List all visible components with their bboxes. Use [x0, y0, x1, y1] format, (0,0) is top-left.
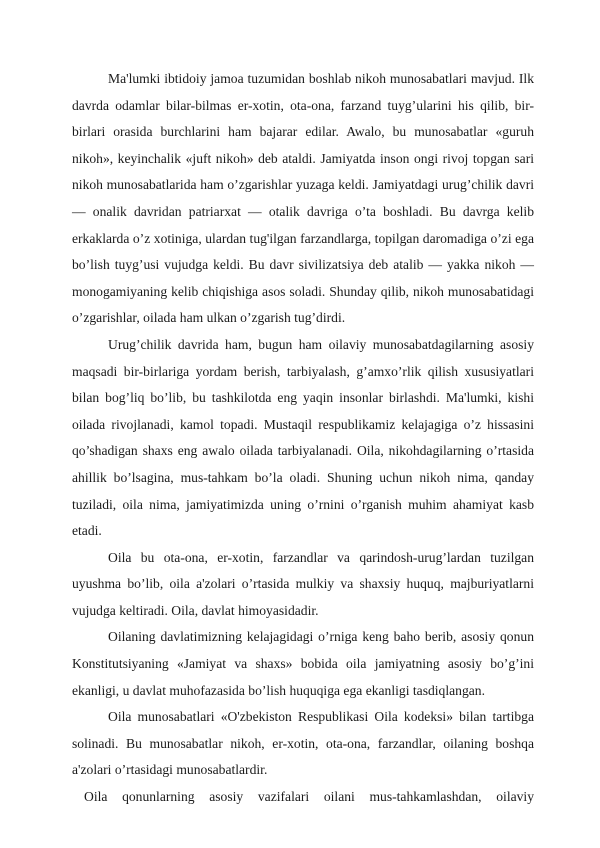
document-page: [72, 66, 534, 811]
paragraph-3: Oila bu ota-ona, er-xotin, farzandlar va qarindosh-urug’lardan tuzilgan uyushma bo’lib, oila a'zolari o’rtasida mulkiy va shaxsiy huquq, majburiyatlarni vujudga keltiradi. Oila, davlat himoyasidadir.: [72, 549, 534, 618]
paragraph-1: Ma'lumki ibtidoiy jamoa tuzumidan boshlab nikoh munosabatlari mavjud. Ilk davrda odamlar bilar-bilmas er-xotin, ota-ona, farzand tuyg’ularini his qilib, bir-birlari orasida burchlarini ham bajarar edilar. Awalo, bu munosabatlar «guruh nikoh», keyinchalik «juft nikoh» deb ataldi. Jamiyatda inson ongi rivoj topgan sari nikoh munosabatlarida ham o’zgarishlar yuzaga keldi. Jamiyatdagi urug’chilik davri — onalik davridan patriarxat — otalik davriga o’ta boshladi. Bu davrga kelib erkaklarda o’z xotiniga, ulardan tug'ilgan farzandlarga, topilgan daromadiga o’zi ega bo’lish tuyg’usi vujudga keldi. Bu davr sivilizatsiya deb atalib — yakka nikoh — monogamiyaning kelib chiqishiga asos soladi. Shunday qilib, nikoh munosabatidagi o’zgarishlar, oilada ham ulkan o’zgarish tug’dirdi.: [72, 71, 534, 326]
paragraph-2: Urug’chilik davrida ham, bugun ham oilaviy munosabatdagilarning asosiy maqsadi bir-birlariga yordam berish, tarbiyalash, g’amxo’rlik qilish xususiyatlari bilan bog’liq bo’lib, bu tashkilotda eng yaqin insonlar birlashdi. Ma'lumki, kishi oilada rivojlanadi, kamol topadi. Mustaqil respublikamiz kelajagiga o’z hissasini qo’shadigan shaxs eng awalo oilada tarbiyalanadi. Oila, nikohdagilarning o’rtasida ahillik bo’lsagina, mus-tahkam bo’la oladi. Shuning uchun nikoh nima, qanday tuziladi, oila nima, jamiyatimizda uning o’rnini o’rganish muhim ahamiyat kasb etadi.: [72, 336, 534, 539]
paragraph-4: Oilaning davlatimizning kelajagidagi o’rniga keng baho berib, asosiy qonun Konstitutsiyaning «Jamiyat va shaxs» bobida oila jamiyatning asosiy bo’g’ini ekanligi, u davlat muhofazasida bo’lish huquqiga ega ekanligi tasdiqlangan.: [72, 629, 534, 698]
paragraph-5: Oila munosabatlari «O'zbekiston Respublikasi Oila kodeksi» bilan tartibga solinadi. Bu munosabatlar nikoh, er-xotin, ota-ona, farzandlar, oilaning boshqa a'zolari o’rtasidagi munosabatlardir.: [72, 709, 534, 778]
paragraph-6: Oila qonunlarning asosiy vazifalari oilani mus-tahkamlashdan, oilaviy: [84, 789, 534, 805]
